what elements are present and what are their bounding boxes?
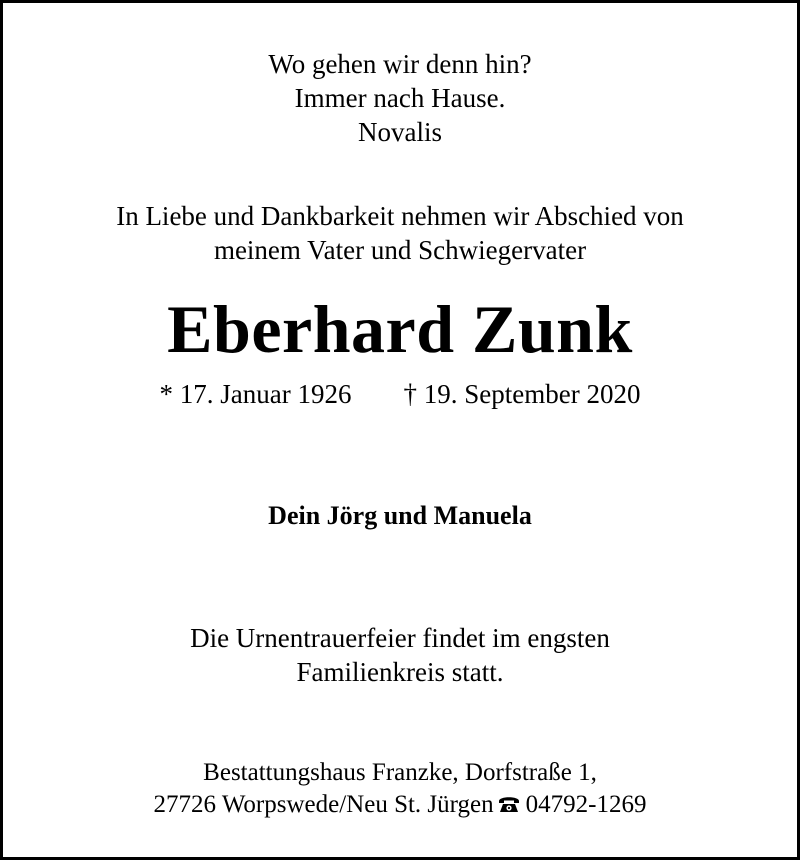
intro-line-2: meinem Vater und Schwiegervater [213,235,587,265]
telephone-icon [498,790,520,822]
notice-line-1: Die Urnentrauerfeier findet im engsten [190,623,610,653]
intro-line-1: In Liebe und Dankbarkeit nehmen wir Abschied von [116,201,684,231]
funeral-home-line-2 [3,789,797,822]
death-symbol: † [403,379,417,409]
quote-line-2: Immer nach Hause. [294,83,506,113]
life-dates [3,377,797,411]
quote-line-1: Wo gehen wir denn hin? [268,49,532,79]
funeral-home-address: 27726 Worpswede/Neu St. Jürgen [153,791,494,818]
birth-symbol: * [159,379,174,409]
signature: Dein Jörg und Manuela [268,501,532,530]
birth-date: 17. Januar 1926 [179,379,352,409]
deceased-name: Eberhard Zunk [167,291,633,367]
death-date: 19. September 2020 [423,379,641,409]
funeral-home-line-1: Bestattungshaus Franzke, Dorfstraße 1, [203,759,597,786]
quote-author: Novalis [358,117,442,147]
funeral-home-phone: 04792-1269 [525,791,647,818]
notice-line-2: Familienkreis statt. [296,657,504,687]
